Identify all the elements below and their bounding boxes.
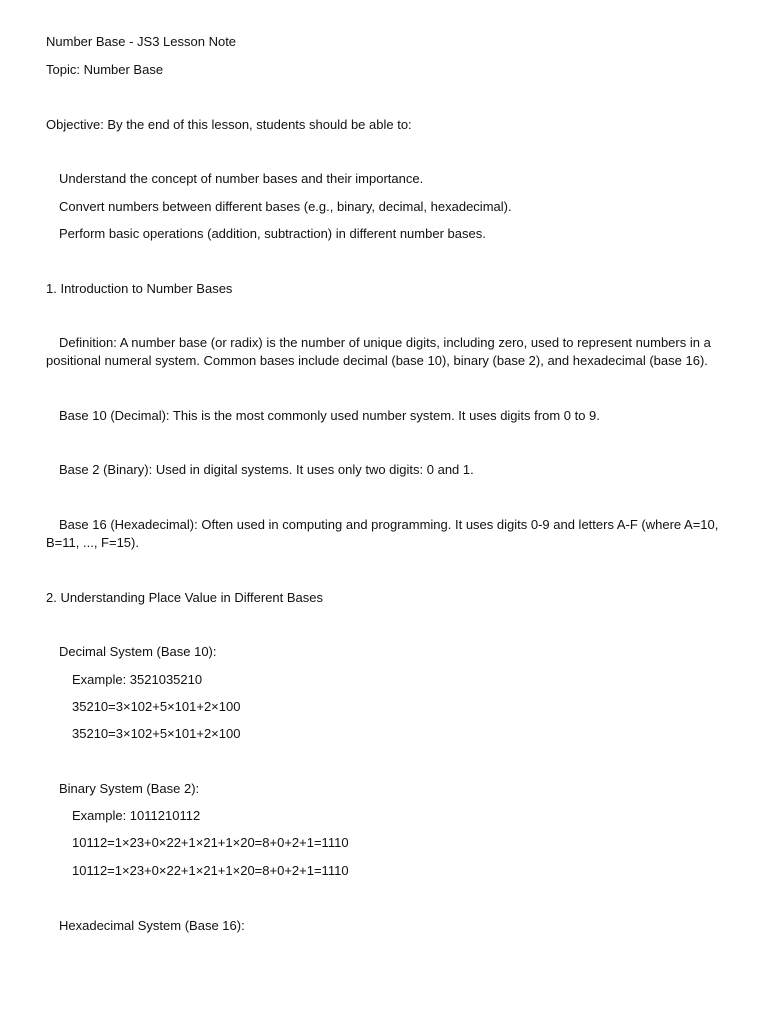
- decimal-label: Decimal System (Base 10):: [59, 644, 217, 659]
- section2-heading: 2. Understanding Place Value in Different Bases: [46, 590, 324, 605]
- objective-line: Objective: By the end of this lesson, students should be able to:: [46, 117, 412, 132]
- binary-label: Binary System (Base 2):: [59, 781, 200, 796]
- definition-text: Definition: A number base (or radix) is the number of unique digits, including zero, used to represent numbers in a positional numeral system. Common bases include decimal (base 10), binary (base 2), and hexadecimal (base 16).: [46, 335, 711, 368]
- hex-label: Hexadecimal System (Base 16):: [59, 918, 245, 933]
- base16-text: Base 16 (Hexadecimal): Often used in computing and programming. It uses digits 0-9 and letters A-F (where A=10, B=11, ..., F=15).: [46, 517, 719, 550]
- section1-heading: 1. Introduction to Number Bases: [46, 281, 233, 296]
- decimal-expansion-2: 35210=3×102+5×101+2×100: [72, 726, 241, 741]
- document-title: Number Base - JS3 Lesson Note: [46, 34, 237, 49]
- decimal-expansion-1: 35210=3×102+5×101+2×100: [72, 699, 241, 714]
- base16-paragraph: [46, 516, 726, 552]
- decimal-example: Example: 3521035210: [72, 672, 203, 687]
- definition-paragraph: [46, 334, 726, 370]
- binary-expansion-2: 10112=1×23+0×22+1×21+1×20=8+0+2+1=1110: [72, 863, 349, 878]
- binary-expansion-1: 10112=1×23+0×22+1×21+1×20=8+0+2+1=1110: [72, 835, 349, 850]
- objective-item-1: Understand the concept of number bases and their importance.: [59, 171, 424, 186]
- objective-item-3: Perform basic operations (addition, subtraction) in different number bases.: [59, 226, 486, 241]
- base2-paragraph: Base 2 (Binary): Used in digital systems. It uses only two digits: 0 and 1.: [59, 462, 474, 477]
- base10-paragraph: Base 10 (Decimal): This is the most commonly used number system. It uses digits from 0 to 9.: [59, 408, 600, 423]
- objective-item-2: Convert numbers between different bases (e.g., binary, decimal, hexadecimal).: [59, 199, 512, 214]
- topic-line: Topic: Number Base: [46, 62, 164, 77]
- binary-example: Example: 1011210112: [72, 808, 201, 823]
